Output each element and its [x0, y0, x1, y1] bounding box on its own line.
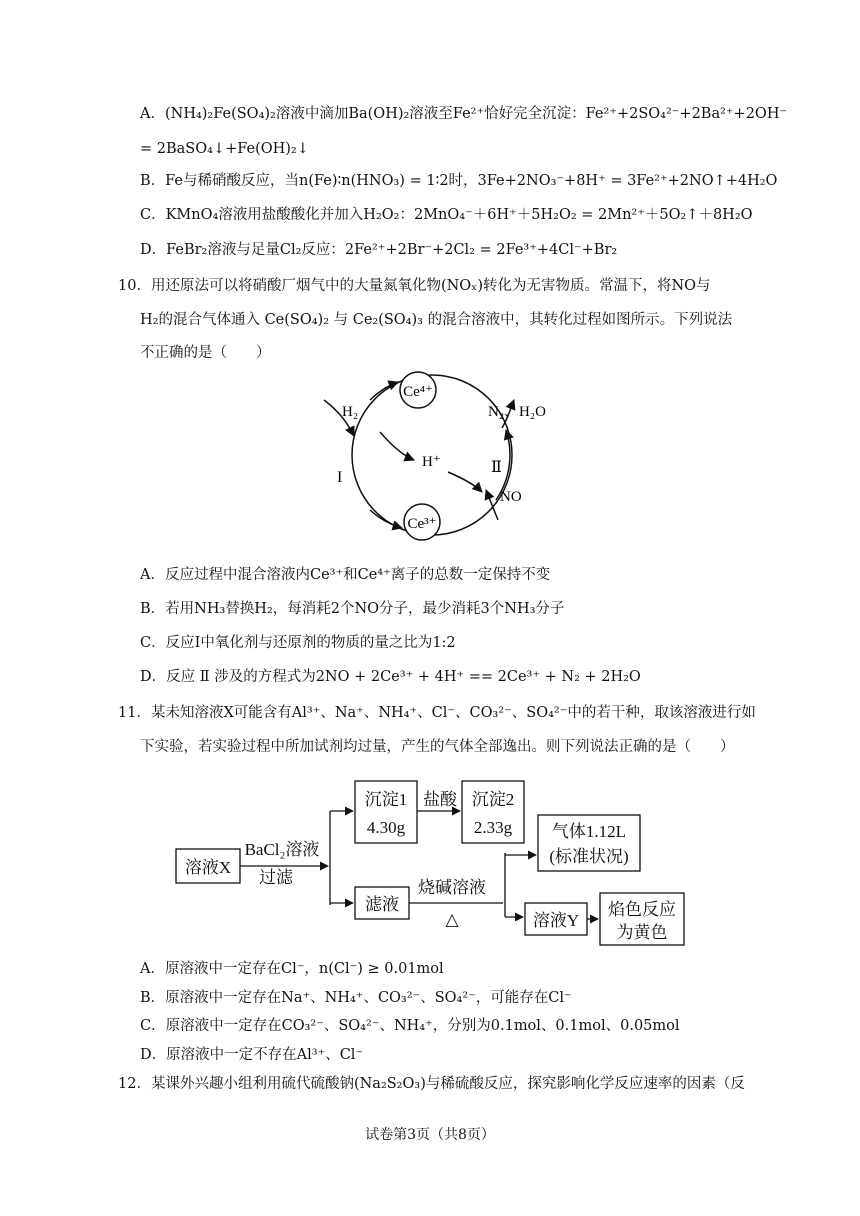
precipitate2-mass: 2.33g — [473, 818, 513, 837]
q11-stem-line2: 下实验，若实验过程中所加试剂均过量，产生的气体全部逸出。则下列说法正确的是（ ） — [140, 739, 735, 755]
q10-option-c: C．反应I中氧化剂与还原剂的物质的量之比为1:2 — [140, 635, 456, 651]
products-label: N₂、H₂O — [488, 404, 546, 420]
q9-option-d: D．FeBr₂溶液与足量Cl₂反应：2Fe²⁺+2Br⁻+2Cl₂ = 2Fe³⁺+4Cl⁻+Br₂ — [140, 242, 618, 258]
q9-option-a-line1: A．(NH₄)₂Fe(SO₄)₂溶液中滴加Ba(OH)₂溶液至Fe²⁺恰好完全沉淀：Fe²⁺+2SO₄²⁻+2Ba²⁺+2OH⁻ — [140, 106, 788, 122]
h2-label: H₂ — [342, 404, 359, 420]
gas-label-line1: 气体1.12L — [551, 822, 627, 841]
ce4-label: Ce⁴⁺ — [403, 384, 433, 400]
solution-y-label: 溶液Y — [532, 911, 580, 930]
q12-stem-line1: 12．某课外兴趣小组利用硫代硫酸钠(Na₂S₂O₃)与稀硫酸反应，探究影响化学反应速率的因素（反 — [118, 1076, 745, 1092]
q10-option-a: A．反应过程中混合溶液内Ce³⁺和Ce⁴⁺离子的总数一定保持不变 — [140, 567, 551, 583]
q10-stem-line1: 10．用还原法可以将硝酸厂烟气中的大量氮氧化物(NOₓ)转化为无害物质。常温下，将NO与 — [118, 278, 711, 294]
q10-stem-line3: 不正确的是（ ） — [140, 345, 271, 361]
heat-symbol: △ — [445, 910, 459, 929]
filter-label: 过滤 — [259, 868, 293, 887]
q11-option-d: D．原溶液中一定不存在Al³⁺、Cl⁻ — [140, 1047, 364, 1063]
precipitate2-label: 沉淀2 — [471, 790, 515, 809]
solution-x-label: 溶液X — [184, 858, 232, 877]
flame-label-line2: 为黄色 — [616, 923, 668, 942]
q11-option-c: C．原溶液中一定存在CO₃²⁻、SO₄²⁻、NH₄⁺，分别为0.1mol、0.1mol、0.05mol — [140, 1018, 680, 1034]
q11-option-b: B．原溶液中一定存在Na⁺、NH₄⁺、CO₃²⁻、SO₄²⁻，可能存在Cl⁻ — [140, 990, 572, 1006]
gas-label-line2: (标准状况) — [549, 847, 629, 866]
no-arrow — [486, 490, 498, 520]
q9-option-b: B．Fe与稀硝酸反应，当n(Fe)∶n(HNO₃) = 1∶2时，3Fe+2NO₃⁻+8H⁺ = 3Fe²⁺+2NO↑+4H₂O — [140, 173, 778, 189]
cycle-arrow-bottom-left — [370, 510, 402, 528]
q11-option-a: A．原溶液中一定存在Cl⁻，n(Cl⁻) ≥ 0.01mol — [140, 961, 444, 977]
hcl-label: 盐酸 — [423, 790, 457, 809]
q9-option-c: C．KMnO₄溶液用盐酸酸化并加入H₂O₂：2MnO₄⁻＋6H⁺＋5H₂O₂ = 2Mn²⁺＋5O₂↑＋8H₂O — [140, 207, 753, 223]
q11-flowchart — [170, 775, 700, 950]
q9-option-a-line2: = 2BaSO₄↓+Fe(OH)₂↓ — [140, 141, 309, 157]
ce-cycle-diagram — [310, 360, 570, 550]
hplus-label: H⁺ — [422, 454, 441, 470]
step1-label: I — [337, 469, 343, 486]
naoh-label: 烧碱溶液 — [418, 878, 486, 897]
hplus-to-step2-arrow — [448, 472, 482, 492]
filtrate-label: 滤液 — [365, 895, 399, 914]
q11-stem-line1: 11．某未知溶液X可能含有Al³⁺、Na⁺、NH₄⁺、Cl⁻、CO₃²⁻、SO₄²⁻中的若干种，取该溶液进行如 — [118, 705, 756, 721]
ce3-label: Ce³⁺ — [407, 516, 437, 532]
flame-label-line1: 焰色反应 — [608, 900, 676, 919]
no-label: NO — [500, 489, 522, 505]
page-footer: 试卷第3页（共8页） — [365, 1127, 495, 1143]
hplus-arrow — [380, 432, 414, 460]
q10-option-b: B．若用NH₃替换H₂，每消耗2个NO分子，最少消耗3个NH₃分子 — [140, 601, 565, 617]
q10-option-d: D．反应 Ⅱ 涉及的方程式为2NO + 2Ce³⁺ + 4H⁺ == 2Ce³⁺ + N₂ + 2H₂O — [140, 669, 641, 685]
reagent-bacl2-label: BaCl₂溶液 — [244, 840, 320, 859]
q10-stem-line2: H₂的混合气体通入 Ce(SO₄)₂ 与 Ce₂(SO₄)₃ 的混合溶液中，其转化过程如图所示。下列说法 — [140, 312, 733, 328]
step2-label: Ⅱ — [491, 459, 502, 476]
precipitate1-label: 沉淀1 — [364, 790, 408, 809]
precipitate1-mass: 4.30g — [366, 818, 406, 837]
